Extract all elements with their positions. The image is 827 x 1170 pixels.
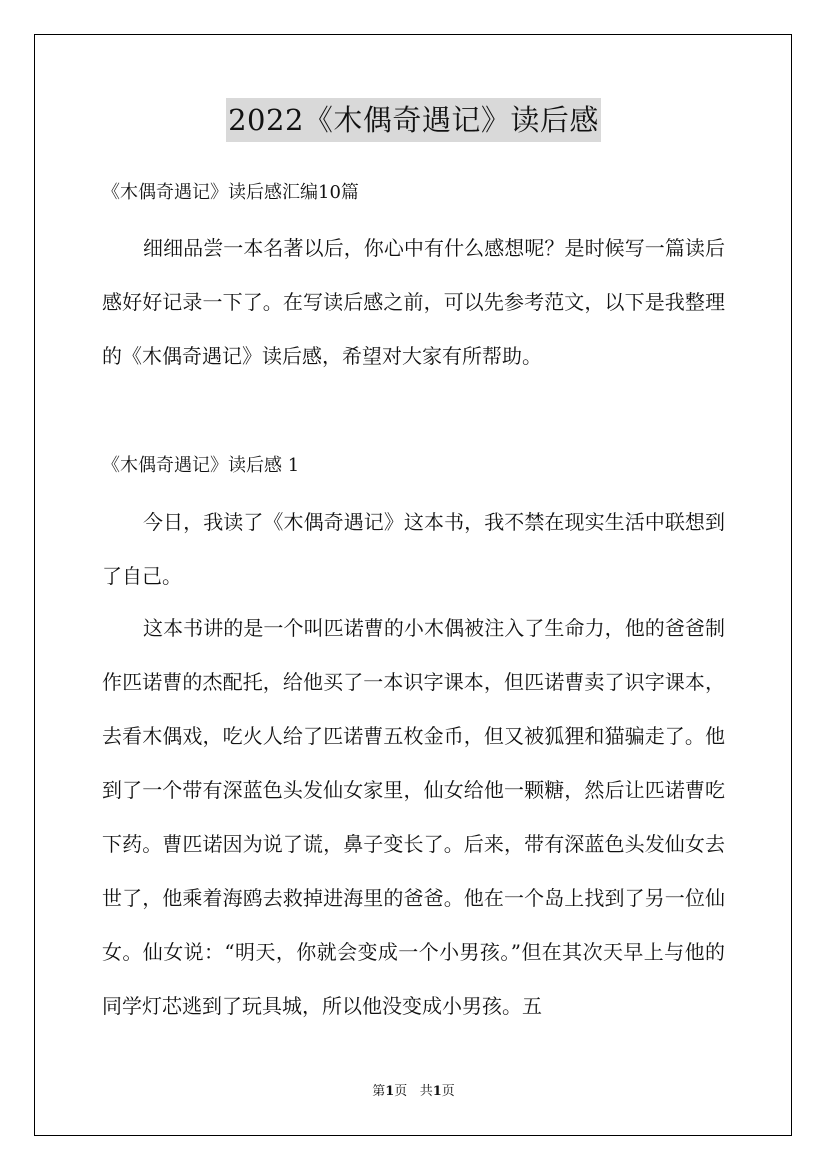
- page-footer: [0, 1083, 827, 1101]
- footer-total-prefix: 共: [419, 1084, 433, 1099]
- body-paragraph-1: 今日，我读了《木偶奇遇记》这本书，我不禁在现实生活中联想到了自己。: [102, 510, 725, 588]
- footer-total-suffix: 页: [441, 1084, 455, 1099]
- document-subtitle: 《木偶奇遇记》读后感汇编10篇: [102, 182, 359, 203]
- intro-paragraph: 细细品尝一本名著以后，你心中有什么感想呢？是时候写一篇读后感好好记录一下了。在写读后感之前，可以先参考范文，以下是我整理的《木偶奇遇记》读后感，希望对大家有所帮助。: [102, 236, 725, 368]
- footer-total-number: 1: [432, 1084, 442, 1099]
- footer-page-suffix: 页: [394, 1084, 408, 1099]
- section-heading: 《木偶奇遇记》读后感 1: [102, 455, 300, 476]
- footer-page-prefix: 第: [372, 1084, 386, 1099]
- title-container: [0, 98, 827, 142]
- footer-page-number: 1: [385, 1084, 395, 1099]
- document-title: 2022《木偶奇遇记》读后感: [226, 98, 601, 142]
- body-paragraph-2: 这本书讲的是一个叫匹诺曹的小木偶被注入了生命力，他的爸爸制作匹诺曹的杰配托，给他买了一本识字课本，但匹诺曹卖了识字课本，去看木偶戏，吃火人给了匹诺曹五枚金币，但又被狐狸和猫骗走了。他到了一个带有深蓝色头发仙女家里，仙女给他一颗糖，然后让匹诺曹吃下药。曹匹诺因为说了谎，鼻子变长了。后来，带有深蓝色头发仙女去世了，他乘着海鸥去救掉进海里的爸爸。他在一个岛上找到了另一位仙女。仙女说：“明天，你就会变成一个小男孩。”但在其次天早上与他的同学灯芯逃到了玩具城，所以他没变成小男孩。五: [102, 616, 725, 1018]
